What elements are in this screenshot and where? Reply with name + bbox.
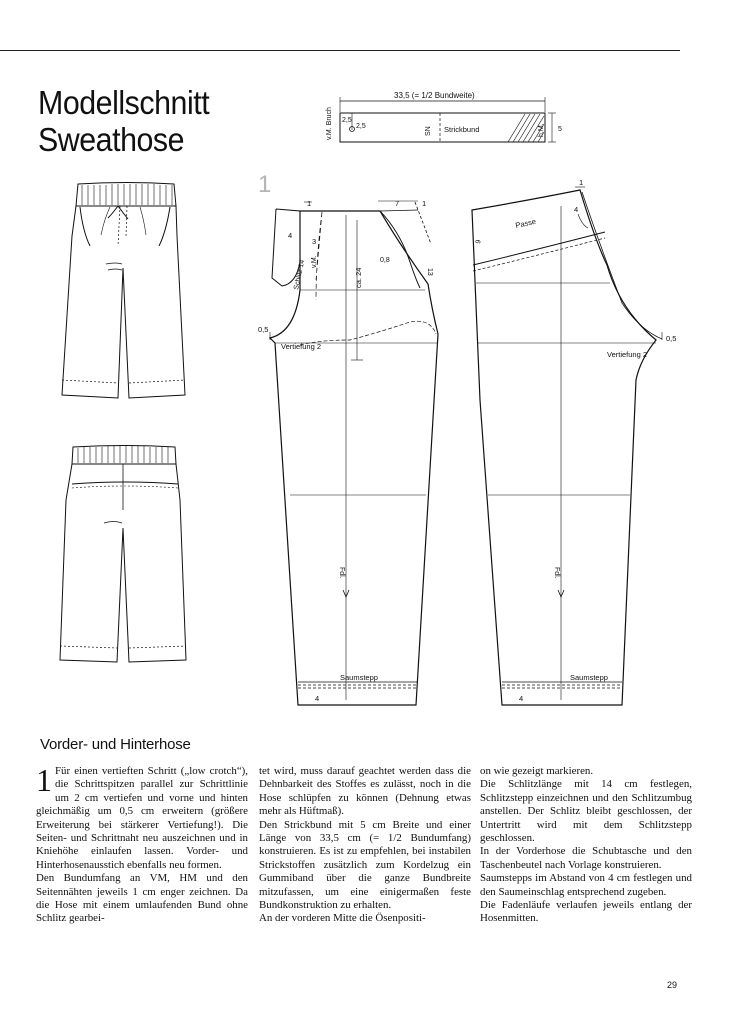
paragraph: Die Schlitzlänge mit 14 cm festlegen, Schlitzstepp einzeichnen und den Schlitzumbug anstellen. Der Schlitz bleibt geschlossen, der Untertritt wird mit dem Schlitzstepp geschlossen. — [480, 778, 692, 845]
front-4: 4 — [288, 231, 293, 240]
text-column-3 — [480, 765, 692, 926]
back-4-label: 4 — [574, 205, 579, 214]
paragraph: Für einen vertieften Schritt („low crotch“), die Schrittspitzen parallel zur Schrittlinie um 2 cm vertiefen und vorne und hinten gleichmäßig um 0,5 cm erweitern (größere Erweiterung bei stärkerer Vertiefung!). Die Seiten- und Schrittnaht neu auszeichnen und in Kniehöhe einlaufen lassen. Vorder- und Hinterhosenausstich ebenfalls neu formen. — [36, 765, 248, 871]
section-heading: Vorder- und Hinterhose — [40, 736, 191, 753]
page-number: 29 — [667, 980, 678, 990]
paragraph: An der vorderen Mitte die Ösenpositi- — [259, 912, 426, 925]
waistband-25-a: 2,5 — [342, 117, 352, 124]
paragraph: tet wird, muss darauf geachtet werden dass die Dehnbarkeit des Stoffes es zulässt, noch in die Hose schlüpfen zu können (Dehnung etwas mehr als Hüftmaß). — [259, 765, 471, 818]
waistband-5-label: 5 — [558, 126, 562, 133]
front-1b: 1 — [422, 199, 427, 208]
waistband-hm-label: h.M. — [538, 123, 545, 137]
front-vm-label: v.M. — [311, 255, 318, 268]
back-9-label: 9 — [475, 239, 483, 245]
paragraph: Saumstepps im Abstand von 4 cm festlegen und den Saumeinschlag entsprechend zugeben. — [480, 872, 692, 898]
waistband-vm-bruch-label: v.M. Bruch — [326, 107, 333, 140]
front-05-label: 0,5 — [258, 325, 269, 334]
waistband-sn-label: SN — [425, 126, 432, 136]
back-vertiefung-label: Vertiefung 2 — [607, 350, 648, 359]
back-passe-label: Passe — [514, 216, 537, 230]
drop-cap: 1 — [36, 762, 52, 798]
front-13-label: 13 — [426, 268, 433, 276]
title-line-2: Sweathose — [38, 121, 185, 158]
back-flat-sketch — [60, 446, 186, 663]
title-line-1: Modellschnitt — [38, 84, 210, 121]
front-flat-sketch — [62, 183, 185, 399]
text-column-1 — [36, 762, 248, 926]
front-08-label: 0,8 — [380, 257, 390, 264]
paragraph: Die Fadenläufe verlaufen jeweils entlang der Hosenmitten. — [480, 899, 692, 925]
front-ca24-label: ca. 24 — [354, 267, 363, 288]
front-7: 7 — [395, 199, 400, 208]
front-1a: 1 — [307, 199, 312, 208]
front-vertiefung-label: Vertiefung 2 — [281, 342, 322, 351]
front-hem-4-label: 4 — [315, 694, 320, 703]
back-1-label: 1 — [579, 178, 584, 187]
front-schlitz-label: Schlitz 14 — [293, 259, 307, 291]
text-column-2 — [259, 765, 471, 926]
paragraph: Den Bundumfang an VM, HM und den Seitennähten jeweils 1 cm enger zeichnen. Da die Hose mit einem umlaufenden Bund ohne Schlitz gearbei- — [36, 872, 248, 925]
paragraph: Den Strickbund mit 5 cm Breite und einer Länge von 33,5 cm (= 1/2 Bundumfang) konstruieren. Es ist zu empfehlen, bei instabilen Strickstoffen zusätzlich zum Kordelzug ein Gummiband über die ganze Bundbreite mitzufassen, um eine einigermaßen feste Bundkonstruktion zu erhalten. — [259, 818, 471, 912]
back-fdl-label: Fdl. — [553, 567, 560, 579]
waistband-25-b: 2,5 — [356, 123, 366, 130]
paragraph: In der Vorderhose die Schubtasche und den Taschenbeutel nach Vorlage konstruieren. — [480, 845, 692, 871]
figure-number: 1 — [258, 171, 272, 198]
waistband-pattern — [340, 97, 556, 142]
back-05-label: 0,5 — [666, 334, 677, 343]
waistband-width-label: 33,5 (= 1/2 Bundweite) — [394, 91, 475, 100]
back-hem-4-label: 4 — [519, 694, 524, 703]
front-saumstepp-label: Saumstepp — [340, 673, 378, 682]
back-trouser-pattern — [472, 187, 662, 705]
paragraph: on wie gezeigt markieren. — [480, 765, 594, 777]
front-3: 3 — [312, 237, 317, 246]
waistband-strickbund-label: Strickbund — [444, 125, 480, 134]
front-fdl-label: Fdl. — [338, 567, 345, 579]
back-saumstepp-label: Saumstepp — [570, 673, 608, 682]
